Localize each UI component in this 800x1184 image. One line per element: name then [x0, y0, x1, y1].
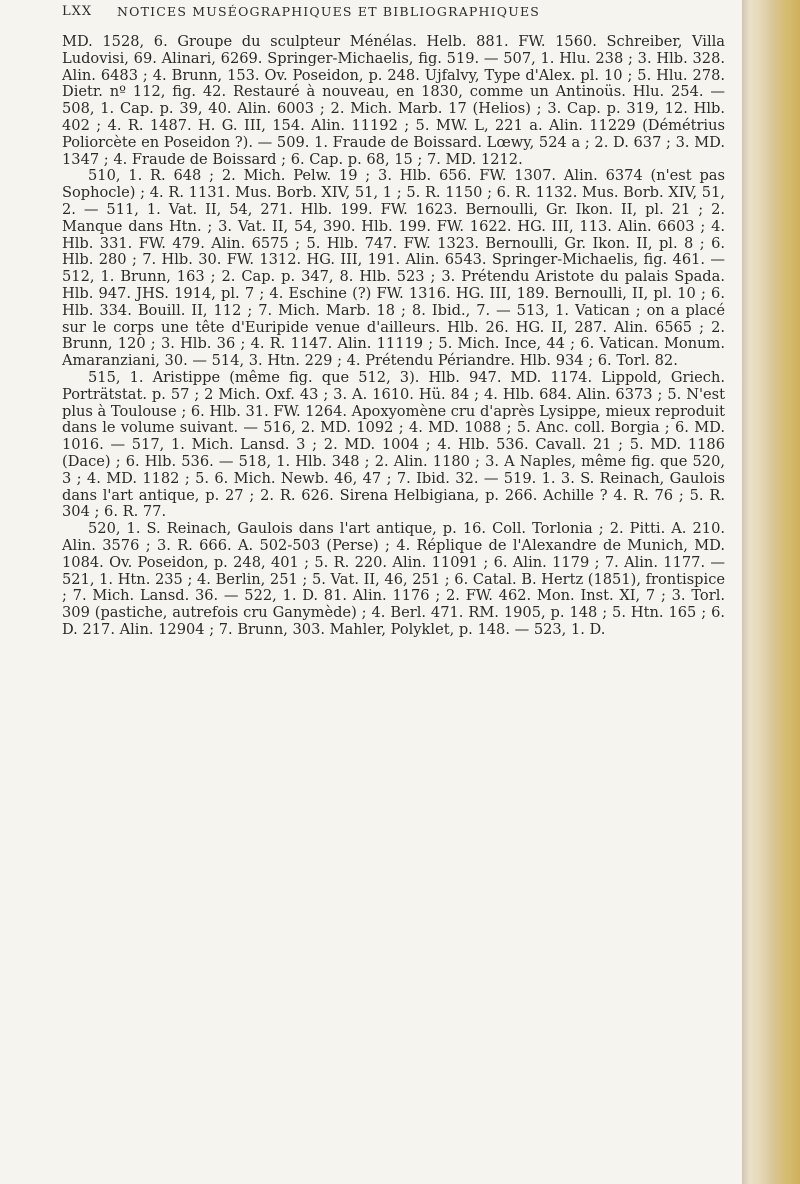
gutter-shadow [742, 0, 750, 1184]
paragraph-notes-510-514: 510, 1. R. 648 ; 2. Mich. Pelw. 19 ; 3. Hlb. 656. FW. 1307. Alin. 6374 (n'est pas Sophocle) ; 4. R. 1131. Mus. Borb. XIV, 51, 1 ; 5. R. 1150 ; 6. R. 1132. Mus. Borb. XIV, 51, 2. — 511, 1. Vat. II, 54, 271. Hlb. 199. FW. 1623. Bernoulli, Gr. Ikon. II, pl. 21 ; 2. Manque dans Htn. ; 3. Vat. II, 54, 390. Hlb. 199. FW. 1622. HG. III, 113. Alin. 6603 ; 4. Hlb. 331. FW. 479. Alin. 6575 ; 5. Hlb. 747. FW. 1323. Bernoulli, Gr. Ikon. II, pl. 8 ; 6. Hlb. 280 ; 7. Hlb. 30. FW. 1312. HG. III, 191. Alin. 6543. Springer-Michaelis, fig. 461. — 512, 1. Brunn, 163 ; 2. Cap. p. 347, 8. Hlb. 523 ; 3. Prétendu Aristote du palais Spada. Hlb. 947. JHS. 1914, pl. 7 ; 4. Eschine (?) FW. 1316. HG. III, 189. Bernoulli, II, pl. 10 ; 6. Hlb. 334. Bouill. II, 112 ; 7. Mich. Marb. 18 ; 8. Ibid., 7. — 513, 1. Vatican ; on a placé sur le corps une tête d'Euripide venue d'ailleurs. Hlb. 26. HG. II, 287. Alin. 6565 ; 2. Brunn, 120 ; 3. Hlb. 36 ; 4. R. 1147. Alin. 11119 ; 5. Mich. Ince, 44 ; 6. Vatican. Monum. Amaranziani, 30. — 514, 3. Htn. 229 ; 4. Prétendu Périandre. Hlb. 934 ; 6. Torl. 82. [62, 167, 725, 370]
running-title: NOTICES MUSÉOGRAPHIQUES ET BIBLIOGRAPHIQUES [117, 4, 541, 19]
page-header [62, 4, 732, 28]
paragraph-notes-507-509: MD. 1528, 6. Groupe du sculpteur Ménélas. Helb. 881. FW. 1560. Schreiber, Villa Ludovisi, 69. Alinari, 6269. Springer-Michaelis, fig. 519. — 507, 1. Hlu. 238 ; 3. Hlb. 328. Alin. 6483 ; 4. Brunn, 153. Ov. Poseidon, p. 248. Ujfalvy, Type d'Alex. pl. 10 ; 5. Hlu. 278. Dietr. nº 112, fig. 42. Restauré à nouveau, en 1830, comme un Antinoüs. Hlu. 254. — 508, 1. Cap. p. 39, 40. Alin. 6003 ; 2. Mich. Marb. 17 (Helios) ; 3. Cap. p. 319, 12. Hlb. 402 ; 4. R. 1487. H. G. III, 154. Alin. 11192 ; 5. MW. L, 221 a. Alin. 11229 (Démétrius Poliorcète en Poseidon ?). — 509. 1. Fraude de Boissard. Lœwy, 524 a ; 2. D. 637 ; 3. MD. 1347 ; 4. Fraude de Boissard ; 6. Cap. p. 68, 15 ; 7. MD. 1212. [62, 33, 725, 168]
page-number: LXX [62, 4, 93, 19]
paragraph-notes-520-523: 520, 1. S. Reinach, Gaulois dans l'art antique, p. 16. Coll. Torlonia ; 2. Pitti. A. 210. Alin. 3576 ; 3. R. 666. A. 502-503 (Perse) ; 4. Réplique de l'Alexandre de Munich, MD. 1084. Ov. Poseidon, p. 248, 401 ; 5. R. 220. Alin. 11091 ; 6. Alin. 1179 ; 7. Alin. 1177. — 521, 1. Htn. 235 ; 4. Berlin, 251 ; 5. Vat. II, 46, 251 ; 6. Catal. B. Hertz (1851), frontispice ; 7. Mich. Lansd. 36. — 522, 1. D. 81. Alin. 1176 ; 2. FW. 462. Mon. Inst. XI, 7 ; 3. Torl. 309 (pastiche, autrefois cru Ganymède) ; 4. Berl. 471. RM. 1905, p. 148 ; 5. Htn. 165 ; 6. D. 217. Alin. 12904 ; 7. Brunn, 303. Mahler, Polyklet, p. 148. — 523, 1. D. [62, 520, 725, 638]
paragraph-notes-515-519: 515, 1. Aristippe (même fig. que 512, 3). Hlb. 947. MD. 1174. Lippold, Griech. Porträtstat. p. 57 ; 2 Mich. Oxf. 43 ; 3. A. 1610. Hü. 84 ; 4. Hlb. 684. Alin. 6373 ; 5. N'est plus à Toulouse ; 6. Hlb. 31. FW. 1264. Apoxyomène cru d'après Lysippe, mieux reproduit dans le volume suivant. — 516, 2. MD. 1092 ; 4. MD. 1088 ; 5. Anc. coll. Borgia ; 6. MD. 1016. — 517, 1. Mich. Lansd. 3 ; 2. MD. 1004 ; 4. Hlb. 536. Cavall. 21 ; 5. MD. 1186 (Dace) ; 6. Hlb. 536. — 518, 1. Hlb. 348 ; 2. Alin. 1180 ; 3. A Naples, même fig. que 520, 3 ; 4. MD. 1182 ; 5. 6. Mich. Newb. 46, 47 ; 7. Ibid. 32. — 519. 1. 3. S. Reinach, Gaulois dans l'art antique, p. 27 ; 2. R. 626. Sirena Helbigiana, p. 266. Achille ? 4. R. 76 ; 5. R. 304 ; 6. R. 77. [62, 368, 725, 521]
body-text [62, 34, 725, 639]
page-edge-binding [742, 0, 800, 1184]
